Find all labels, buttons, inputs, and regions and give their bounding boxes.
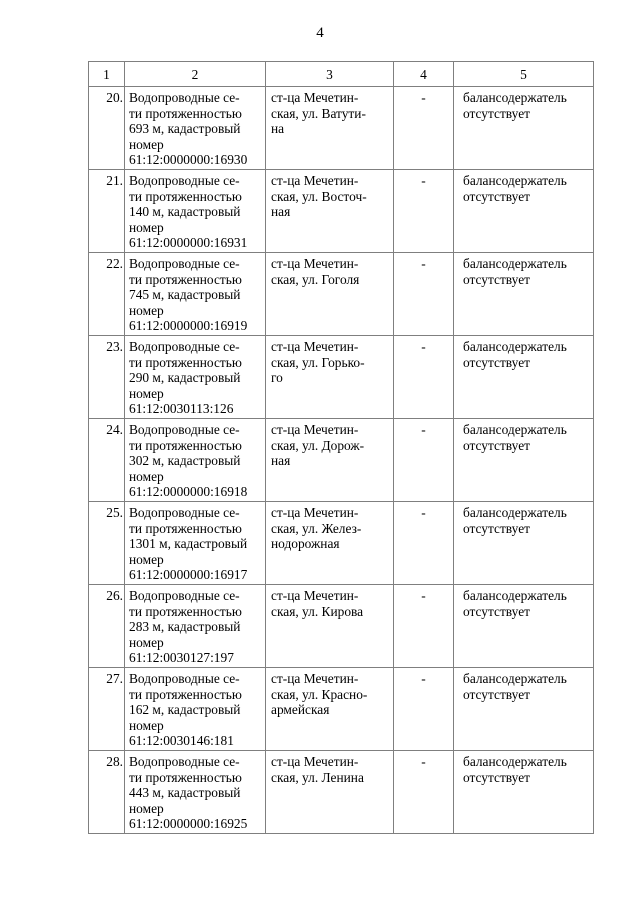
table-row	[89, 87, 594, 170]
object-line: номер	[129, 634, 164, 650]
object-address	[266, 253, 394, 336]
object-line: Водопроводные се-	[129, 588, 240, 603]
table-row	[89, 585, 594, 668]
address-line: ная	[271, 204, 291, 219]
object-line: 61:12:0030127:197	[129, 650, 234, 665]
address-line: ст-ца Мечетин-	[271, 505, 359, 520]
object-address	[266, 170, 394, 253]
area-value: -	[394, 585, 454, 668]
object-address	[266, 336, 394, 419]
area-value: -	[394, 336, 454, 419]
object-line: ти протяженностью	[129, 520, 242, 536]
holder-line: отсутствует	[463, 769, 530, 785]
address-line: ст-ца Мечетин-	[271, 339, 359, 354]
address-line: ст-ца Мечетин-	[271, 256, 359, 271]
area-value: -	[394, 668, 454, 751]
object-address	[266, 419, 394, 502]
object-line: номер	[129, 468, 164, 484]
balance-holder	[454, 253, 594, 336]
row-number: 28.	[89, 751, 125, 834]
object-address	[266, 87, 394, 170]
address-line: на	[271, 121, 285, 136]
area-value: -	[394, 170, 454, 253]
object-line: 140 м, кадастровый	[129, 204, 241, 219]
holder-line: отсутствует	[463, 105, 530, 121]
page-number: 4	[316, 25, 324, 41]
address-line: ст-ца Мечетин-	[271, 90, 359, 105]
row-number: 26.	[89, 585, 125, 668]
object-description	[125, 502, 266, 585]
object-line: ти протяженностью	[129, 188, 242, 204]
column-header-holder: 5	[454, 62, 594, 87]
object-line: Водопроводные се-	[129, 173, 240, 188]
holder-line: балансодержатель	[463, 422, 567, 437]
holder-line: отсутствует	[463, 437, 530, 453]
holder-line: балансодержатель	[463, 339, 567, 354]
address-line: армейская	[271, 702, 330, 717]
object-line: номер	[129, 219, 164, 235]
object-line: Водопроводные се-	[129, 422, 240, 437]
holder-line: балансодержатель	[463, 754, 567, 769]
object-line: 745 м, кадастровый	[129, 287, 241, 302]
object-line: Водопроводные се-	[129, 754, 240, 769]
address-line: ская, ул. Восточ-	[271, 188, 367, 204]
object-address	[266, 585, 394, 668]
object-line: 302 м, кадастровый	[129, 453, 241, 468]
object-description	[125, 336, 266, 419]
object-line: 1301 м, кадастровый	[129, 536, 248, 551]
area-value: -	[394, 87, 454, 170]
table-row	[89, 502, 594, 585]
object-line: 61:12:0000000:16918	[129, 484, 248, 499]
area-value: -	[394, 253, 454, 336]
address-line: ская, ул. Дорож-	[271, 437, 365, 453]
holder-line: балансодержатель	[463, 256, 567, 271]
object-line: ти протяженностью	[129, 105, 242, 121]
holder-line: отсутствует	[463, 520, 530, 536]
row-number: 25.	[89, 502, 125, 585]
object-line: 443 м, кадастровый	[129, 785, 241, 800]
object-line: 162 м, кадастровый	[129, 702, 241, 717]
holder-line: отсутствует	[463, 686, 530, 702]
row-number: 24.	[89, 419, 125, 502]
object-line: 61:12:0000000:16919	[129, 318, 248, 333]
object-line: номер	[129, 551, 164, 567]
holder-line: балансодержатель	[463, 90, 567, 105]
table-row	[89, 170, 594, 253]
balance-holder	[454, 170, 594, 253]
balance-holder	[454, 87, 594, 170]
area-value: -	[394, 751, 454, 834]
object-address	[266, 668, 394, 751]
address-line: ст-ца Мечетин-	[271, 588, 359, 603]
table-row	[89, 668, 594, 751]
holder-line: отсутствует	[463, 188, 530, 204]
row-number: 20.	[89, 87, 125, 170]
holder-line: балансодержатель	[463, 173, 567, 188]
address-line: ская, ул. Кирова	[271, 603, 364, 619]
area-value: -	[394, 419, 454, 502]
object-line: Водопроводные се-	[129, 90, 240, 105]
holder-line: балансодержатель	[463, 505, 567, 520]
address-line: ст-ца Мечетин-	[271, 173, 359, 188]
column-header-object: 2	[125, 62, 266, 87]
row-number: 23.	[89, 336, 125, 419]
object-line: ти протяженностью	[129, 354, 242, 370]
object-description	[125, 419, 266, 502]
object-line: 61:12:0000000:16931	[129, 235, 248, 250]
holder-line: отсутствует	[463, 354, 530, 370]
address-line: ская, ул. Гоголя	[271, 271, 360, 287]
object-line: номер	[129, 800, 164, 816]
object-description	[125, 170, 266, 253]
holder-line: балансодержатель	[463, 671, 567, 686]
object-description	[125, 253, 266, 336]
table-row	[89, 419, 594, 502]
object-description	[125, 585, 266, 668]
object-line: 283 м, кадастровый	[129, 619, 241, 634]
balance-holder	[454, 419, 594, 502]
object-description	[125, 668, 266, 751]
object-line: 290 м, кадастровый	[129, 370, 241, 385]
property-table	[88, 61, 594, 834]
address-line: ст-ца Мечетин-	[271, 754, 359, 769]
object-description	[125, 751, 266, 834]
object-line: ти протяженностью	[129, 271, 242, 287]
row-number: 21.	[89, 170, 125, 253]
address-line: ст-ца Мечетин-	[271, 422, 359, 437]
balance-holder	[454, 585, 594, 668]
table-body	[89, 87, 594, 834]
object-line: ти протяженностью	[129, 437, 242, 453]
balance-holder	[454, 502, 594, 585]
object-line: номер	[129, 385, 164, 401]
address-line: го	[271, 370, 283, 385]
address-line: ская, ул. Желез-	[271, 520, 362, 536]
table-row	[89, 751, 594, 834]
address-line: ская, ул. Ватути-	[271, 105, 366, 121]
row-number: 22.	[89, 253, 125, 336]
address-line: ская, ул. Горько-	[271, 354, 365, 370]
table-row	[89, 253, 594, 336]
object-line: ти протяженностью	[129, 603, 242, 619]
address-line: ст-ца Мечетин-	[271, 671, 359, 686]
balance-holder	[454, 668, 594, 751]
holder-line: балансодержатель	[463, 588, 567, 603]
balance-holder	[454, 336, 594, 419]
object-line: 61:12:0000000:16925	[129, 816, 248, 831]
object-line: 693 м, кадастровый	[129, 121, 241, 136]
object-line: Водопроводные се-	[129, 671, 240, 686]
object-line: ти протяженностью	[129, 686, 242, 702]
row-number: 27.	[89, 668, 125, 751]
table-header-row	[89, 62, 594, 87]
object-line: 61:12:0000000:16917	[129, 567, 248, 582]
object-line: Водопроводные се-	[129, 339, 240, 354]
object-line: Водопроводные се-	[129, 505, 240, 520]
column-header-number: 1	[89, 62, 125, 87]
column-header-area: 4	[394, 62, 454, 87]
object-line: номер	[129, 717, 164, 733]
object-line: ти протяженностью	[129, 769, 242, 785]
object-line: Водопроводные се-	[129, 256, 240, 271]
table-row	[89, 336, 594, 419]
holder-line: отсутствует	[463, 271, 530, 287]
object-line: 61:12:0030146:181	[129, 733, 234, 748]
column-header-address: 3	[266, 62, 394, 87]
area-value: -	[394, 502, 454, 585]
object-address	[266, 502, 394, 585]
address-line: ская, ул. Красно-	[271, 686, 368, 702]
address-line: нодорожная	[271, 536, 340, 551]
object-line: номер	[129, 302, 164, 318]
balance-holder	[454, 751, 594, 834]
object-line: 61:12:0000000:16930	[129, 152, 248, 167]
address-line: ская, ул. Ленина	[271, 769, 364, 785]
object-description	[125, 87, 266, 170]
address-line: ная	[271, 453, 291, 468]
holder-line: отсутствует	[463, 603, 530, 619]
object-line: номер	[129, 136, 164, 152]
object-line: 61:12:0030113:126	[129, 401, 234, 416]
object-address	[266, 751, 394, 834]
